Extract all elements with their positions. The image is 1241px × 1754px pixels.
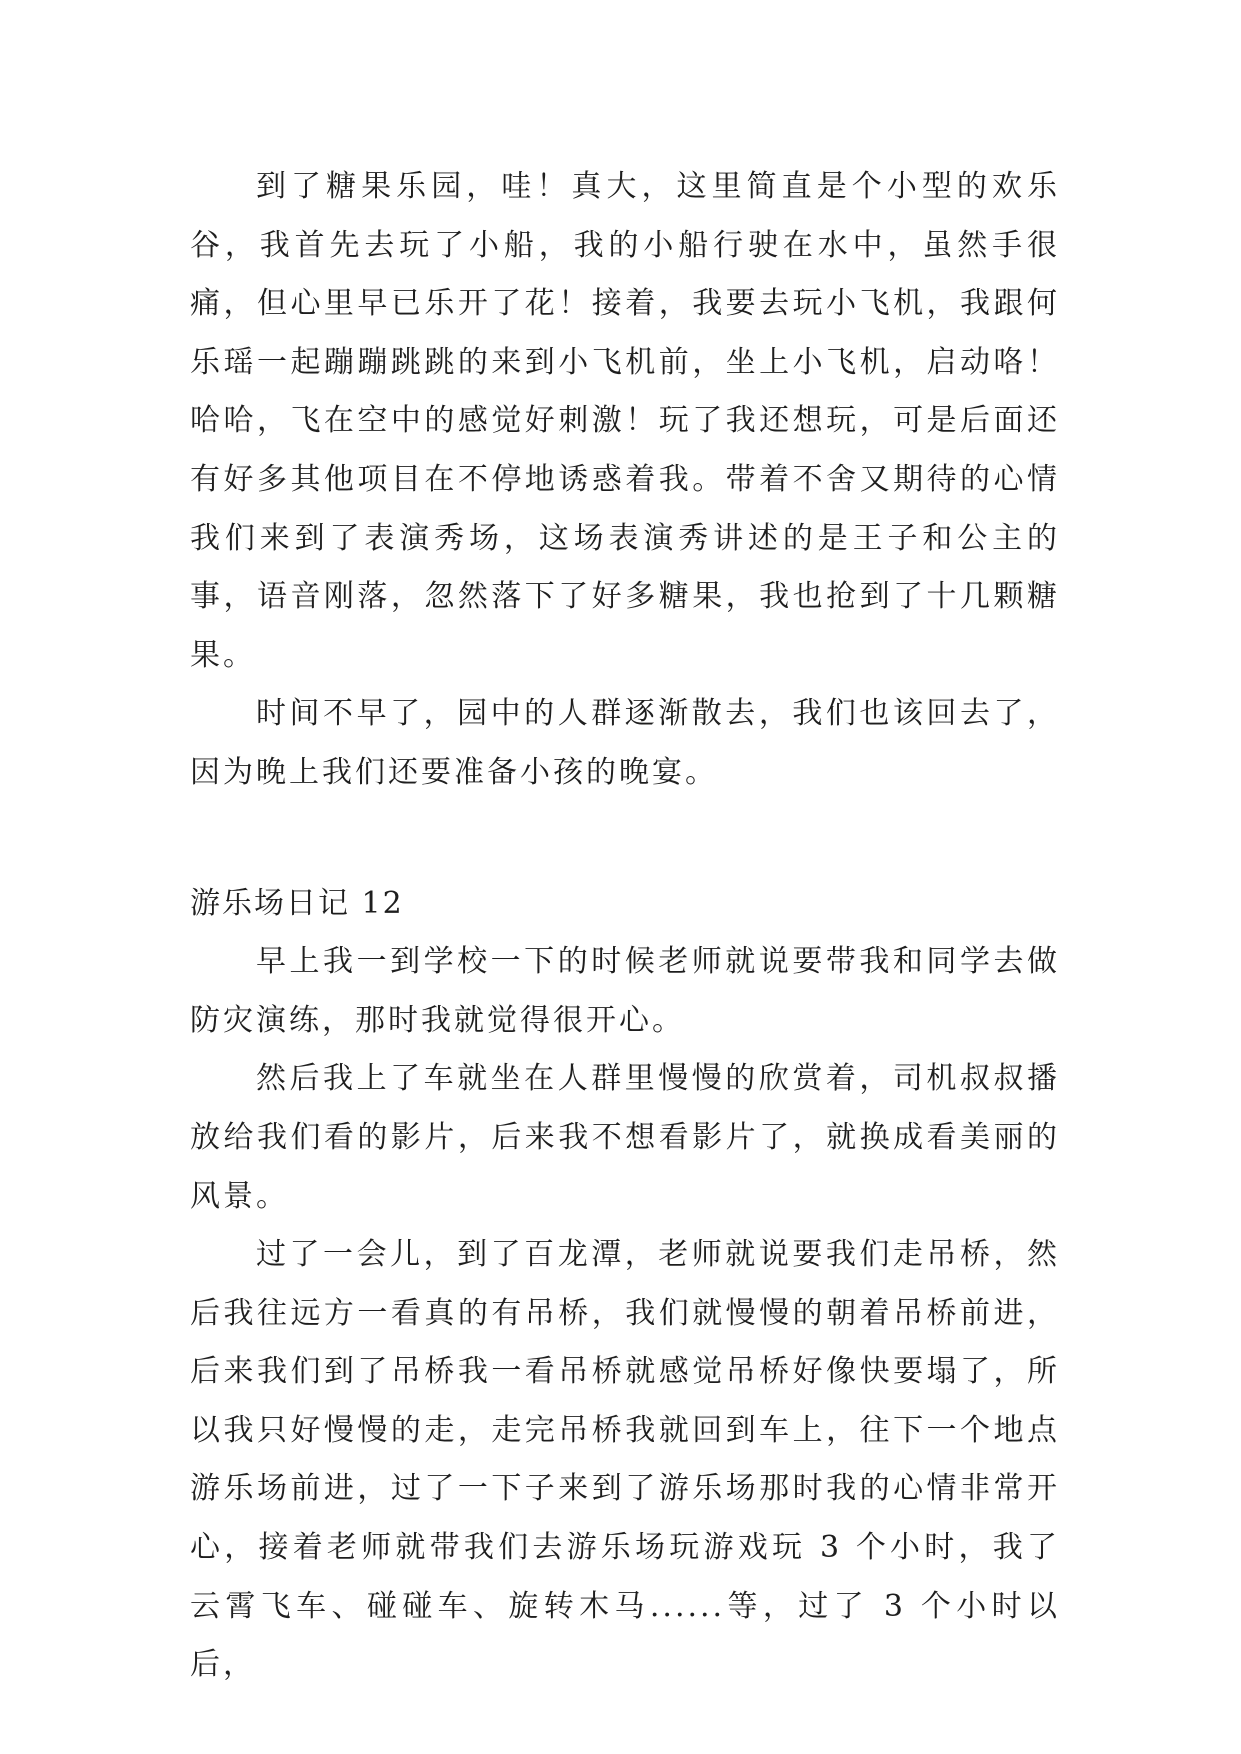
paragraph-bus-ride: 然后我上了车就坐在人群里慢慢的欣赏着，司机叔叔播放给我们看的影片，后来我不想看影片了，就换成看美丽的风景。 — [190, 1061, 1060, 1214]
paragraph-suspension-bridge: 过了一会儿，到了百龙潭，老师就说要我们走吊桥，然后我往远方一看真的有吊桥，我们就慢慢的朝着吊桥前进，后来我们到了吊桥我一看吊桥就感觉吊桥好像快要塌了，所以我只好慢慢的走，走完吊桥我就回到车上，往下一个地点游乐场前进，过了一下子来到了游乐场那时我的心情非常开心，接着老师就带我们去游乐场玩游戏玩 3 个小时，我了云霄飞车、碰碰车、旋转木马......等，过了 3 个小时以后， — [190, 1237, 1060, 1683]
paragraph-school-morning: 早上我一到学校一下的时候老师就说要带我和同学去做防灾演练，那时我就觉得很开心。 — [190, 944, 1060, 1038]
paragraph-candy-park: 到了糖果乐园，哇！真大，这里简直是个小型的欢乐谷，我首先去玩了小船，我的小船行驶在水中，虽然手很痛，但心里早已乐开了花！接着，我要去玩小飞机，我跟何乐瑶一起蹦蹦跳跳的来到小飞机前，坐上小飞机，启动咯！哈哈，飞在空中的感觉好刺激！玩了我还想玩，可是后面还有好多其他项目在不停地诱惑着我。带着不舍又期待的心情我们来到了表演秀场，这场表演秀讲述的是王子和公主的事，语音刚落，忽然落下了好多糖果，我也抢到了十几颗糖果。 — [190, 169, 1060, 673]
section-spacer — [190, 803, 1060, 875]
section-title: 游乐场日记 12 — [190, 885, 404, 921]
paragraph-going-home: 时间不早了，园中的人群逐渐散去，我们也该回去了，因为晚上我们还要准备小孩的晚宴。 — [190, 696, 1060, 790]
document-body — [190, 158, 1060, 1695]
